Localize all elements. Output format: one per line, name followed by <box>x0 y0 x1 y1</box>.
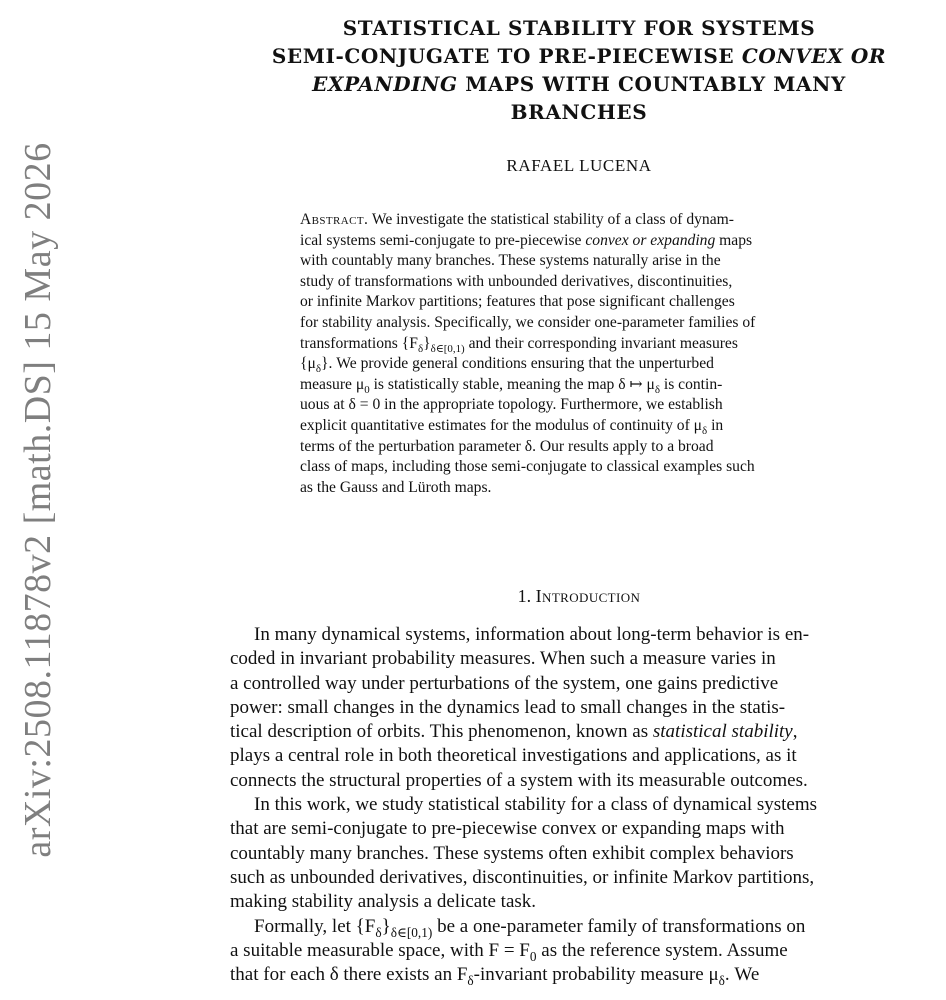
abstract-line: as the Gauss and Lüroth maps. <box>300 478 492 496</box>
section-number: 1. <box>517 586 532 606</box>
body-text <box>230 623 927 987</box>
body-line: power: small changes in the dynamics lead to small changes in the statis- <box>230 696 786 718</box>
paper-title <box>230 14 928 126</box>
title-line: BRANCHES <box>510 100 648 124</box>
abstract-line: ical systems semi-conjugate to pre-piecewise convex or expanding maps <box>300 231 753 249</box>
body-line: making stability analysis a delicate task. <box>230 891 537 913</box>
abstract-line: for stability analysis. Specifically, we consider one-parameter families of <box>300 313 756 331</box>
body-line: countably many branches. These systems often exhibit complex behaviors <box>230 842 794 864</box>
title-line: STATISTICAL STABILITY FOR SYSTEMS <box>342 16 816 40</box>
body-line: connects the structural properties of a system with its measurable outcomes. <box>230 769 808 791</box>
abstract-line: terms of the perturbation parameter δ. Our results apply to a broad <box>300 437 714 455</box>
abstract-line: transformations $\{F_\delta\}_{\delta\in[0,1)}$ and their corresponding invariant measures <box>300 334 738 355</box>
body-line: a controlled way under perturbations of the system, one gains predictive <box>230 672 779 694</box>
body-line: In this work, we study statistical stability for a class of dynamical systems <box>254 794 818 816</box>
body-line: In many dynamical systems, information about long-term behavior is en- <box>254 624 810 645</box>
body-line: that are semi-conjugate to pre-piecewise convex or expanding maps with <box>230 818 785 840</box>
arxiv-identifier: arXiv:2508.11878v2 [math.DS] 15 May 2026 <box>17 142 59 858</box>
abstract-line: explicit quantitative estimates for the modulus of continuity of $\mu_\delta$ in <box>300 416 724 438</box>
body-line: tical description of orbits. This phenomenon, known as statistical stability, <box>230 721 798 743</box>
body-line: coded in invariant probability measures. When such a measure varies in <box>230 648 776 670</box>
abstract-line: measure $\mu_0$ is statistically stable, meaning the map δ ↦ $\mu_\delta$ is contin- <box>300 375 723 396</box>
title-line: SEMI-CONJUGATE TO PRE-PIECEWISE CONVEX OR <box>271 44 887 68</box>
author-name: RAFAEL LUCENA <box>506 156 652 175</box>
abstract-label: Abstract. <box>300 211 369 228</box>
abstract-line: Abstract. We investigate the statistical stability of a class of dynam- <box>300 211 734 228</box>
section-title: Introduction <box>535 586 641 606</box>
body-line: plays a central role in both theoretical investigations and applications, as it <box>230 745 797 767</box>
arxiv-sidebar <box>0 0 70 1000</box>
body-line: such as unbounded derivatives, discontinuities, or infinite Markov partitions, <box>230 866 815 888</box>
section-heading <box>230 586 928 607</box>
body-line: that for each δ there exists an $F_\delta$-invariant probability measure $\mu_\delta$. We <box>230 964 760 988</box>
abstract-line: uous at δ = 0 in the appropriate topology. Furthermore, we establish <box>300 396 723 414</box>
body-line: a suitable measurable space, with $F = F_0$ as the reference system. Assume <box>230 939 788 964</box>
body-line: Formally, let $\{F_\delta\}_{\delta\in[0,1)}$ be a one-parameter family of transformations on <box>254 915 806 940</box>
abstract-line: class of maps, including those semi-conjugate to classical examples such <box>300 458 755 476</box>
abstract-line: study of transformations with unbounded derivatives, discontinuities, <box>300 272 733 290</box>
abstract-line: $\{\mu_\delta\}$. We provide general conditions ensuring that the unperturbed <box>300 355 714 376</box>
abstract-line: or infinite Markov partitions; features that pose significant challenges <box>300 293 735 311</box>
title-line: EXPANDING MAPS WITH COUNTABLY MANY <box>312 72 846 96</box>
abstract-line: with countably many branches. These systems naturally arise in the <box>300 252 721 270</box>
abstract <box>300 210 856 498</box>
